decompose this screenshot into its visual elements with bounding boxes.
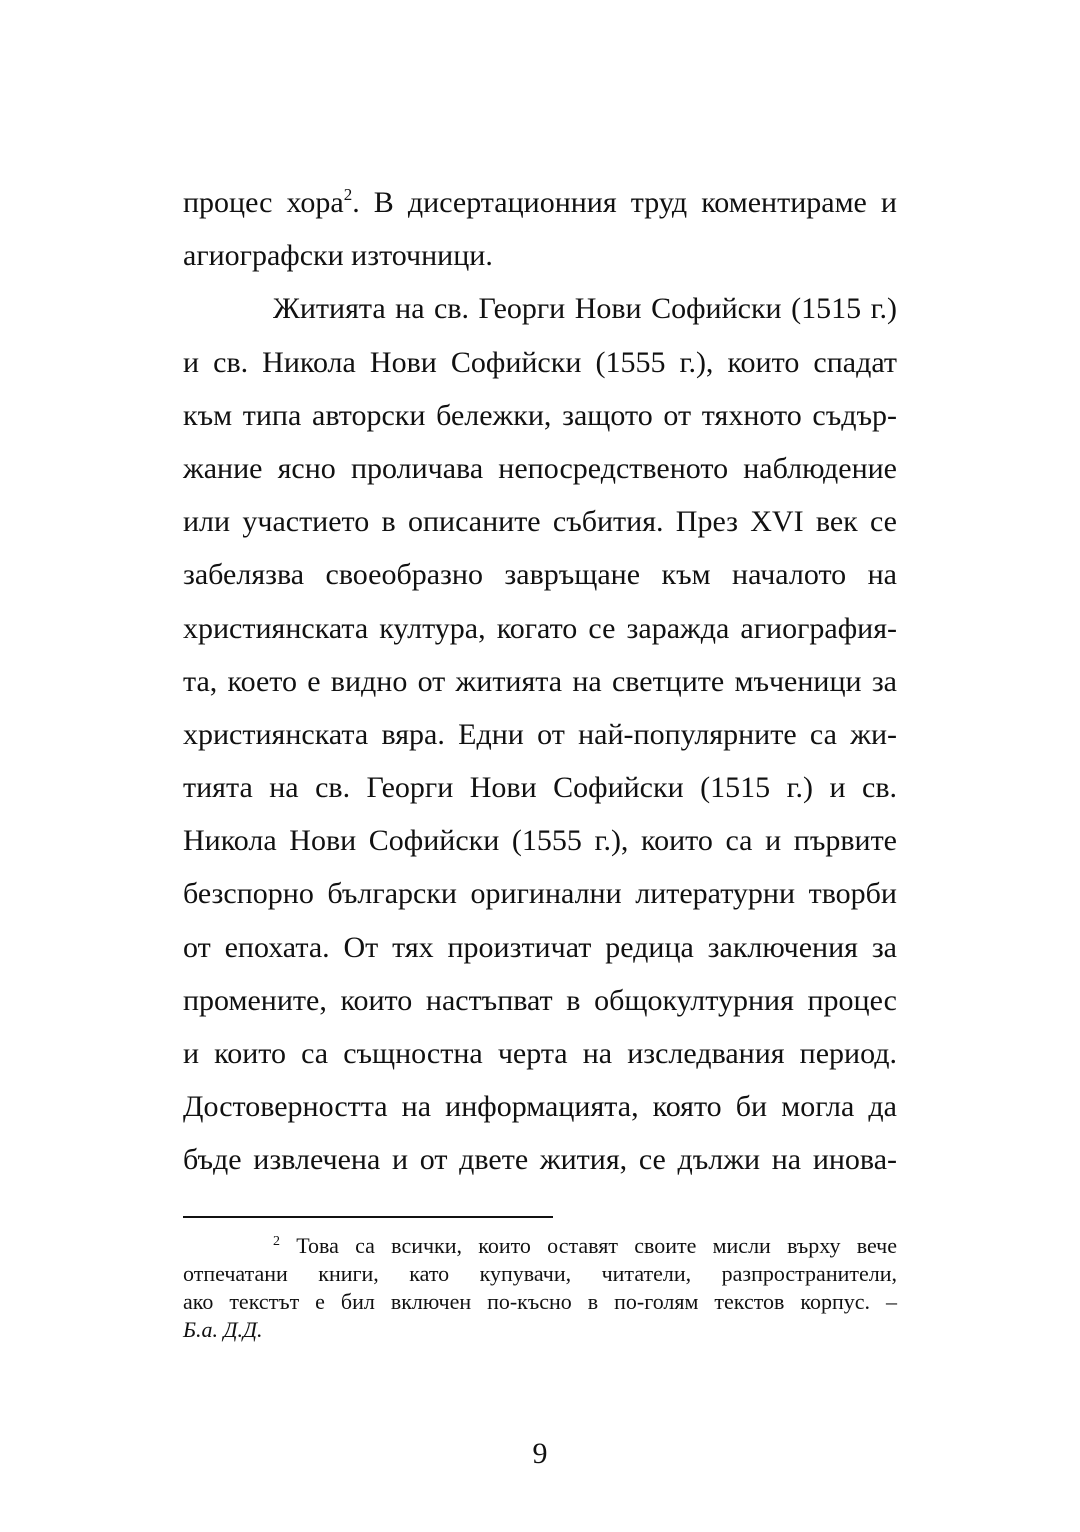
- text-line: към типа авторски бележки, защото от тяхното съдър-: [183, 398, 897, 432]
- text-line: та, което е видно от житията на светците мъченици за: [183, 664, 897, 698]
- footnote-attribution: [183, 1316, 897, 1344]
- text-line: промените, които настъпват в общокултурния процес: [183, 983, 897, 1017]
- page-number: 9: [532, 1437, 548, 1470]
- text-line: и св. Никола Нови Софийски (1555 г.), които спадат: [183, 345, 897, 379]
- text-line: или участието в описаните събития. През XVI век се: [183, 505, 897, 539]
- text-line: безспорно български оригинални литературни творби: [183, 877, 897, 911]
- footnote-line: ако текстът е бил включен по-късно в по-голям текстов корпус. –: [183, 1289, 897, 1314]
- footnote-author-initials: Б.а. Д.Д.: [183, 1317, 263, 1342]
- text-line: християнската култура, когато се заражда агиография-: [183, 611, 897, 645]
- text-line: агиографски източници.: [183, 239, 493, 273]
- text-line: жание ясно проличава непосредственото наблюдение: [183, 451, 897, 485]
- text-line: [183, 176, 897, 229]
- text-line: тията на св. Георги Нови Софийски (1515 г.) и св.: [183, 771, 897, 805]
- text-line: забелязва своеобразно завръщане към началото на: [183, 558, 897, 592]
- text-line: от епохата. От тях произтичат редица заключения за: [183, 930, 897, 964]
- paragraph-first-line: Житията на св. Георги Нови Софийски (1515 г.): [273, 292, 897, 326]
- footnote: [183, 1232, 897, 1344]
- footnote-separator: [183, 1216, 553, 1218]
- footnote-line: отпечатани книги, като купувачи, читатели, разпространители,: [183, 1261, 897, 1286]
- text-line: бъде извлечена и от двете жития, се дължи на инова-: [183, 1143, 897, 1177]
- text-line: Достоверността на информацията, която би могла да: [183, 1090, 897, 1124]
- main-text: [183, 176, 897, 1187]
- footnote-reference[interactable]: 2: [343, 185, 353, 204]
- text-line: християнската вяра. Едни от най-популярните са жи-: [183, 717, 897, 751]
- text-fragment: процес хора: [183, 186, 344, 219]
- footnote-line: [183, 1232, 897, 1260]
- text-fragment: . В дисертационния труд коментираме и: [352, 186, 897, 219]
- text-line: Никола Нови Софийски (1555 г.), които са и първите: [183, 824, 897, 858]
- text-line: и които са същностна черта на изследвания период.: [183, 1037, 897, 1070]
- footnote-marker: 2: [273, 1234, 280, 1249]
- footnote-text: Това са всички, които оставят своите мисли върху вече: [280, 1233, 897, 1258]
